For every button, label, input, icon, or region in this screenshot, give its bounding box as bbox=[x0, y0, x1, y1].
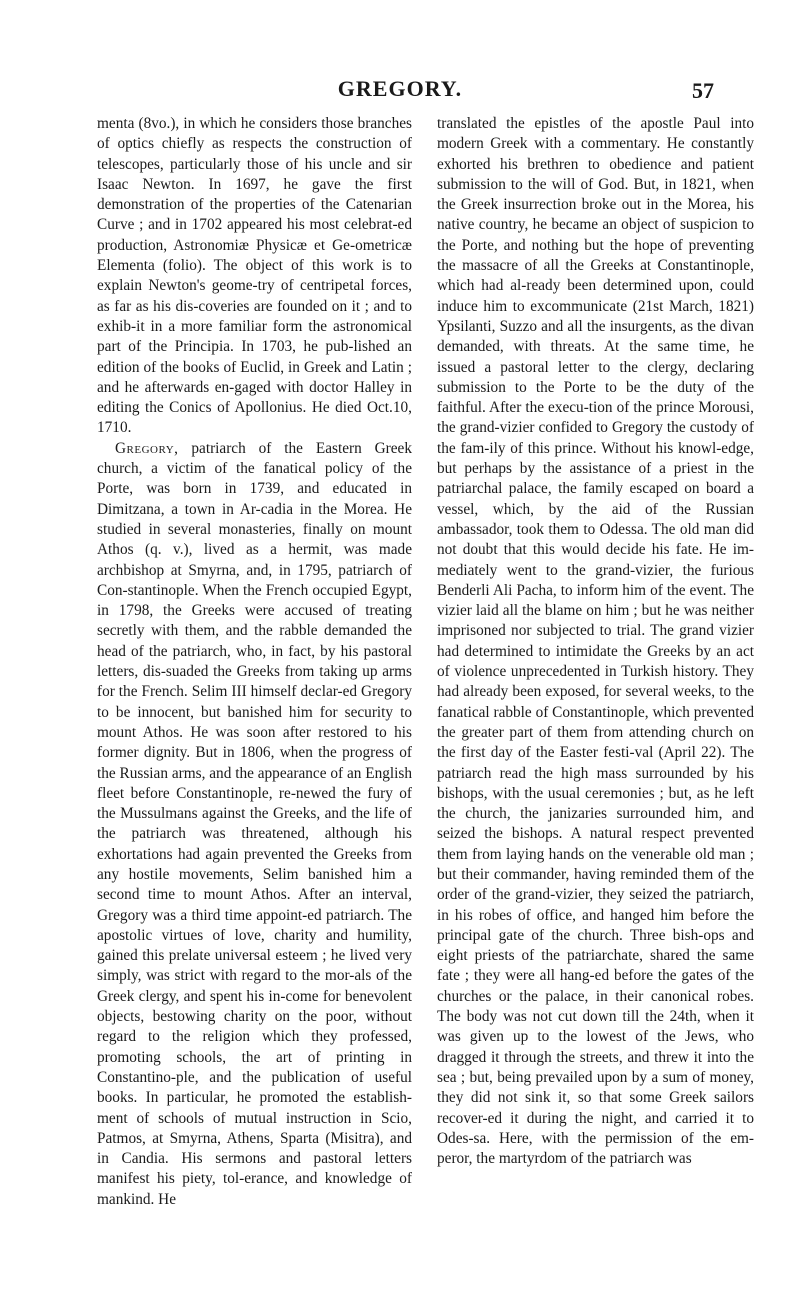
paragraph-gregory-patriarch bbox=[97, 439, 412, 1210]
running-head bbox=[0, 76, 800, 106]
entry-text: patriarch of the Eastern Greek church, a victim of the fanatical policy of the Porte, was born in 1739, and educated in Dimitzana, a town in Ar-cadia in the Morea. He studied in several monasteries, finally on mount Athos (q. v.), lived as a hermit, was made archbishop at Smyrna, and, in 1795, patriarch of Con-stantinople. When the French occupied Egypt, in 1798, the Greeks were accused of treating secretly with them, and the rabble demanded the head of the patriarch, who, in fact, by his pastoral letters, dis-suaded the Greeks from taking up arms for the French. Selim III himself declar-ed Gregory to be innocent, but banished him for security to mount Athos. He was soon after restored to his former dignity. But in 1806, when the progress of the Russian arms, and the appearance of an English fleet before Constantinople, re-newed the fury of the Mussulmans against the Greeks, and the life of the patriarch was threatened, although his exhortations had again prevented the Greeks from any hostile movements, Selim banished him a second time to mount Athos. After an interval, Gregory was a third time appoint-ed patriarch. The apostolic virtues of love, charity and humility, gained this prelate universal esteem ; he lived very simply, was strict with regard to the mor-als of the Greek clergy, and spent his in-come for benevolent objects, bestowing charity on the poor, without regard to the religion which they professed, promoting schools, the art of printing in Constantino-ple, and the publication of useful books. In particular, he promoted the establish-ment of schools of mutual instruction in Scio, Patmos, at Smyrna, Athens, Sparta (Misitra), and in Candia. His sermons and pastoral letters manifest his piety, tol-erance, and knowledge of mankind. He bbox=[97, 439, 412, 1208]
entry-headword: Gregory, bbox=[115, 439, 179, 457]
paragraph-continued: menta (8vo.), in which he considers those branches of optics chiefly as respects the construction of telescopes, particularly those of his uncle and sir Isaac Newton. In 1697, he gave the first demonstration of the properties of the Catenarian Curve ; and in 1702 appeared his most celebrat-ed production, Astronomiæ Physicæ et Ge-ometricæ Elementa (folio). The object of this work is to explain Newton's geome-try of centripetal forces, as far as his dis-coveries are founded on it ; and to exhib-it in a more familiar form the astronomical part of the Principia. In 1703, he pub-lished an edition of the books of Euclid, in Greek and Latin ; and he afterwards en-gaged with doctor Halley in editing the Conics of Apollonius. He died Oct.10, 1710. bbox=[97, 115, 412, 437]
running-head-title: GREGORY. bbox=[337, 76, 463, 101]
left-column bbox=[97, 114, 412, 1210]
paragraph-continued-right: translated the epistles of the apostle Paul into modern Greek with a commentary. He constantly exhorted his brethren to obedience and patient submission to the will of God. But, in 1821, when the Greek insurrection broke out in the Morea, his native country, he became an object of suspicion to the Porte, and nothing but the hope of preventing the massacre of all the Greeks at Constantinople, which had al-ready been determined upon, could induce him to excommunicate (21st March, 1821) Ypsilanti, Suzzo and all the insurgents, as the divan demanded, with threats. At the same time, he issued a pastoral letter to the clergy, declaring submission to the Porte to be the duty of the faithful. After the execu-tion of the prince Morousi, the grand-vizier confided to Gregory the custody of the fam-ily of this prince. Without his knowl-edge, but perhaps by the assistance of a priest in the patriarchal palace, the family escaped on board a vessel, which, by the aid of the Russian ambassador, took them to Odessa. The old man did not doubt that this would decide his fate. He im-mediately went to the grand-vizier, the furious Benderli Ali Pacha, to inform him of the event. The vizier laid all the blame on him ; but he was neither imprisoned nor subjected to trial. The grand vizier had determined to intimidate the Greeks by an act of violence unprecedented in Turkish history. They had already been exposed, for several weeks, to the fanatical rabble of Constantinople, which prevented the greater part of them from attending church on the first day of the Easter festi-val (April 22). The patriarch read the high mass surrounded by his bishops, with the usual ceremonies ; but, as he left the church, the janizaries surrounded him, and seized the bishops. A natural respect prevented them from laying hands on the venerable old man ; but their commander, having reminded them of the order of the grand-vizier, they seized the patriarch, in his robes of office, and hanged him before the principal gate of the church. Three bish-ops and eight priests of the patriarchate, shared the same fate ; they were all hang-ed before the gates of the churches or the palace, in their canonical robes. The body was not cut down till the 24th, when it was given up to the lowest of the Jews, who dragged it through the streets, and threw it into the sea ; but, being prevailed upon by a sum of money, they did not sink it, so that some Greek sailors recover-ed it during the night, and carried it to Odes-sa. Here, with the permission of the em-peror, the martyrdom of the patriarch was bbox=[437, 115, 754, 1168]
page-number: 57 bbox=[692, 78, 714, 103]
right-column bbox=[437, 114, 754, 1169]
